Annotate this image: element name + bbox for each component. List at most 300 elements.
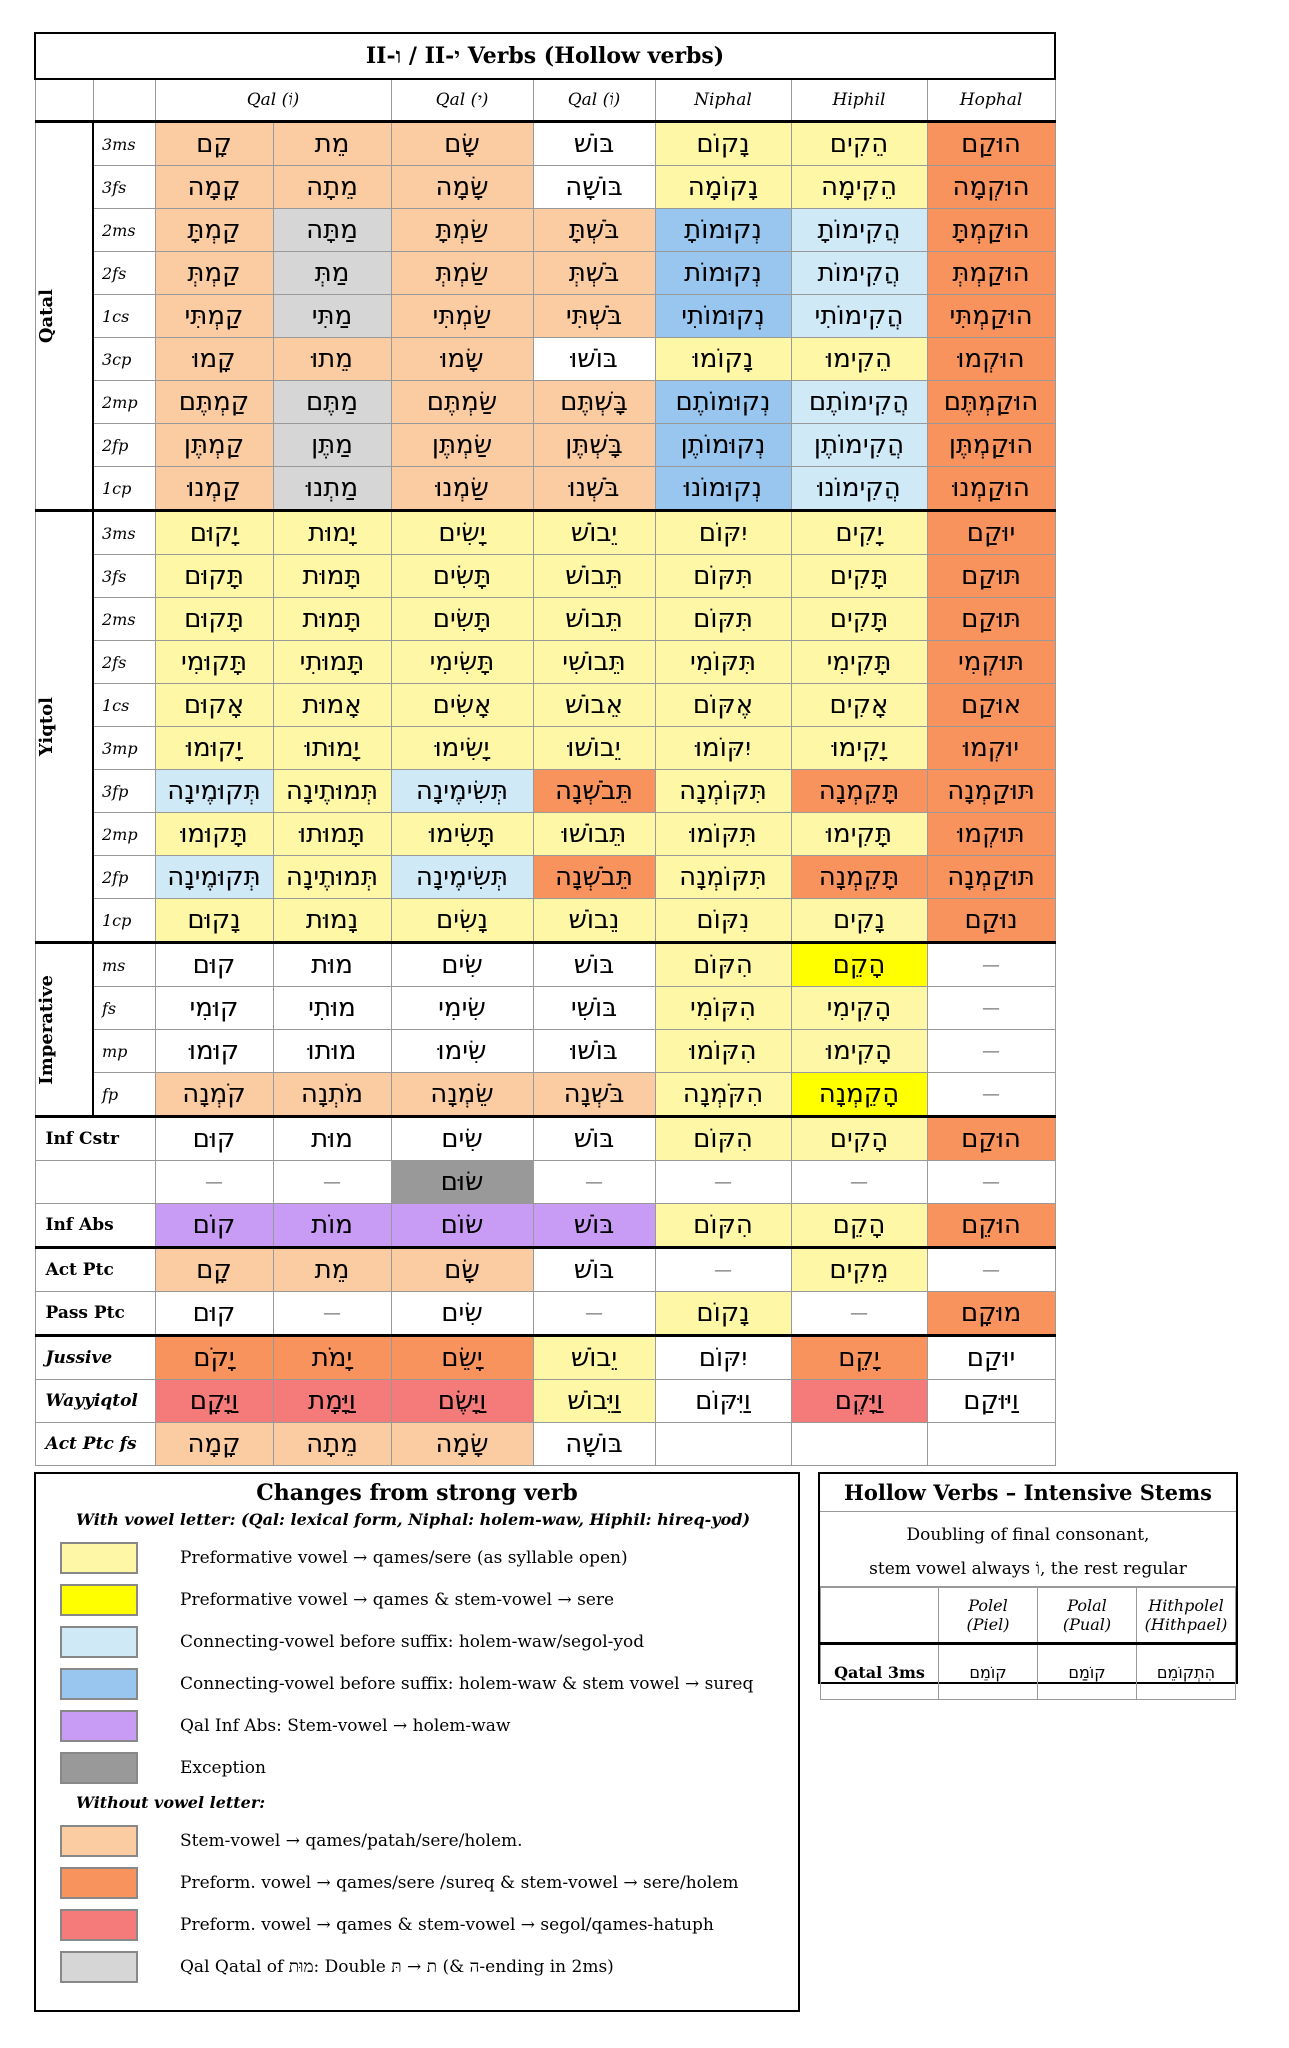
table-row xyxy=(35,899,1055,943)
form-cell: הוּקֵם xyxy=(927,1204,1055,1248)
form-cell: בּוֹשׁ xyxy=(533,943,655,987)
legend-item xyxy=(60,1946,798,1988)
form-cell: נְקוּמוֹנוּ xyxy=(655,467,791,511)
form-cell: בֹּשְׁתִּי xyxy=(533,295,655,338)
person-label: fs xyxy=(93,987,155,1030)
section-cell xyxy=(35,511,93,943)
form-cell: וַיָּקָם xyxy=(155,1380,273,1423)
legend-swatch xyxy=(60,1710,138,1742)
form-cell: וַיָּמָת xyxy=(273,1380,391,1423)
form-cell: שַׂמְתִּי xyxy=(391,295,533,338)
form-cell: יִקּוֹם xyxy=(655,1336,791,1380)
row-label: Inf Cstr xyxy=(35,1117,155,1161)
form-cell: תָּשִׂימוּ xyxy=(391,813,533,856)
legend-item xyxy=(60,1537,798,1579)
form-cell: תָּשִׂימִי xyxy=(391,641,533,684)
form-cell: תִּקּוֹמוּ xyxy=(655,813,791,856)
person-label: fp xyxy=(93,1073,155,1117)
row-label: Act Ptc fs xyxy=(35,1423,155,1466)
person-label: 3cp xyxy=(93,338,155,381)
column-header: Hophal xyxy=(927,79,1055,122)
form-cell: יָקֹם xyxy=(155,1336,273,1380)
form-cell: נָקוּם xyxy=(155,899,273,943)
form-cell: תּוּקְמוּ xyxy=(927,813,1055,856)
form-cell: יָקִים xyxy=(791,511,927,555)
person-label: 3mp xyxy=(93,727,155,770)
form-cell: תֵּבֹשְׁנָה xyxy=(533,856,655,899)
form-cell: תֵּבוֹשׁ xyxy=(533,555,655,598)
form-cell: — xyxy=(927,987,1055,1030)
form-cell: שַׂמְתֶּן xyxy=(391,424,533,467)
form-cell: קָמָה xyxy=(155,166,273,209)
form-cell: מוּת xyxy=(273,943,391,987)
table-row xyxy=(35,1336,1055,1380)
table-row xyxy=(35,1423,1055,1466)
person-label: mp xyxy=(93,1030,155,1073)
form-cell: בּוֹשׁוּ xyxy=(533,338,655,381)
form-cell: וַיֵּבוֹשׁ xyxy=(533,1380,655,1423)
column-header: Hiphil xyxy=(791,79,927,122)
form-cell: נָקוֹמָה xyxy=(655,166,791,209)
form-cell: — xyxy=(655,1248,791,1292)
table-row xyxy=(35,641,1055,684)
person-label: 3ms xyxy=(93,122,155,166)
form-cell: נִקּוֹם xyxy=(655,899,791,943)
form-cell: בָּשְׁתֶּן xyxy=(533,424,655,467)
intensive-table xyxy=(820,1587,1236,1700)
form-cell: תּוּקַמְנָה xyxy=(927,770,1055,813)
form-cell: נְקוּמוֹת xyxy=(655,252,791,295)
form-cell: מוּתִי xyxy=(273,987,391,1030)
person-label: 3ms xyxy=(93,511,155,555)
table-row xyxy=(35,1380,1055,1423)
form-cell: תָּקוּם xyxy=(155,555,273,598)
form-cell: שִׂימִי xyxy=(391,987,533,1030)
form-cell: קוּם xyxy=(155,1292,273,1336)
section-label: Imperative xyxy=(35,974,57,1085)
form-cell: הוּקְמוּ xyxy=(927,338,1055,381)
form-cell: שׂוֹם xyxy=(391,1204,533,1248)
form-cell: אָשִׂים xyxy=(391,684,533,727)
form-cell: יָשִׂים xyxy=(391,511,533,555)
form-cell: וַיָּקֶם xyxy=(791,1380,927,1423)
table-row xyxy=(35,122,1055,166)
form-cell: תָּמוּתוּ xyxy=(273,813,391,856)
legend-swatch xyxy=(60,1584,138,1616)
row-label: Inf Abs xyxy=(35,1204,155,1248)
form-cell: הוּקַמְתְּ xyxy=(927,252,1055,295)
form-cell: יִקּוֹמוּ xyxy=(655,727,791,770)
row-label: Wayyiqtol xyxy=(35,1380,155,1423)
form-cell: קוּמִי xyxy=(155,987,273,1030)
form-cell: בּוֹשׁ xyxy=(533,1117,655,1161)
legend-without-label: Without vowel letter: xyxy=(76,1793,266,1812)
form-cell: יָקוּם xyxy=(155,511,273,555)
form-cell: בּוֹשׁוּ xyxy=(533,1030,655,1073)
form-cell: קַמְנוּ xyxy=(155,467,273,511)
form-cell: קַמְתָּ xyxy=(155,209,273,252)
legend-text: Preform. vowel → qames/sere /sureq & stem-vowel → sere/holem xyxy=(180,1873,739,1893)
person-label: ms xyxy=(93,943,155,987)
legend-item xyxy=(60,1621,798,1663)
row-label: Pass Ptc xyxy=(35,1292,155,1336)
legend-text: Preform. vowel → qames & stem-vowel → segol/qames-hatuph xyxy=(180,1915,714,1935)
legend-text: Stem-vowel → qames/patah/sere/holem. xyxy=(180,1831,523,1851)
table-row xyxy=(35,684,1055,727)
table-row xyxy=(35,381,1055,424)
form-cell: הֵקִימוּ xyxy=(791,338,927,381)
person-label: 2fp xyxy=(93,856,155,899)
form-cell: שָׂמָה xyxy=(391,166,533,209)
column-header: Qal (וֹ) xyxy=(155,79,391,122)
paradigm-table xyxy=(34,32,1056,1466)
person-label: 1cp xyxy=(93,899,155,943)
form-cell: יִקּוֹם xyxy=(655,511,791,555)
legend-text: Qal Qatal of מוּת: Double ת → תּ (& ה-ending in 2ms) xyxy=(180,1957,614,1977)
intensive-corner xyxy=(821,1588,939,1644)
form-cell: שַׂמְתֶּם xyxy=(391,381,533,424)
table-row xyxy=(35,209,1055,252)
form-cell: — xyxy=(533,1161,655,1204)
legend-text: Connecting-vowel before suffix: holem-waw & stem vowel → sureq xyxy=(180,1674,754,1694)
form-cell: קַמְתְּ xyxy=(155,252,273,295)
corner-cell xyxy=(93,79,155,122)
form-cell: יָקֵם xyxy=(791,1336,927,1380)
form-cell: תָּקִימִי xyxy=(791,641,927,684)
table-row xyxy=(35,856,1055,899)
form-cell: — xyxy=(927,943,1055,987)
person-label: 1cs xyxy=(93,684,155,727)
form-cell: אָקִים xyxy=(791,684,927,727)
form-cell: הִקּוֹם xyxy=(655,1204,791,1248)
form-cell: מוּת xyxy=(273,1117,391,1161)
form-cell: הֲקִימוֹתֶם xyxy=(791,381,927,424)
form-cell: יָקִימוּ xyxy=(791,727,927,770)
legend-item xyxy=(60,1862,798,1904)
form-cell: נָמוּת xyxy=(273,899,391,943)
legend-text: Exception xyxy=(180,1758,266,1778)
form-cell: תְּמוּתֶינָה xyxy=(273,856,391,899)
form-cell: שִׂים xyxy=(391,1117,533,1161)
form-cell: תָּקוּמוּ xyxy=(155,813,273,856)
legend-text: Preformative vowel → qames & stem-vowel → sere xyxy=(180,1590,615,1610)
person-label: 2ms xyxy=(93,209,155,252)
form-cell: — xyxy=(533,1292,655,1336)
intensive-form: קוֹמַם xyxy=(1038,1644,1137,1700)
form-cell: — xyxy=(927,1073,1055,1117)
form-cell: מוּקָם xyxy=(927,1292,1055,1336)
form-cell: וַיּוּקַם xyxy=(927,1380,1055,1423)
form-cell: — xyxy=(273,1161,391,1204)
intensive-form: הִתְקוֹמֵם xyxy=(1137,1644,1236,1700)
row-label: Act Ptc xyxy=(35,1248,155,1292)
form-cell: קַמְתֶּם xyxy=(155,381,273,424)
form-cell: וַיָּשֶׂם xyxy=(391,1380,533,1423)
form-cell: מַתֶּם xyxy=(273,381,391,424)
form-cell: תּוּקַם xyxy=(927,598,1055,641)
form-cell: נָקִים xyxy=(791,899,927,943)
form-cell: נָקוֹמוּ xyxy=(655,338,791,381)
form-cell: נָשִׂים xyxy=(391,899,533,943)
form-cell: מַתָּה xyxy=(273,209,391,252)
legend-swatch xyxy=(60,1626,138,1658)
form-cell: שִׂים xyxy=(391,943,533,987)
legend-swatch xyxy=(60,1867,138,1899)
legend-item xyxy=(60,1663,798,1705)
form-cell: קָמוּ xyxy=(155,338,273,381)
form-cell: תְּמוּתֶינָה xyxy=(273,770,391,813)
form-cell: יָמֹת xyxy=(273,1336,391,1380)
form-cell: הָקֵמְנָה xyxy=(791,1073,927,1117)
form-cell: אֶקּוֹם xyxy=(655,684,791,727)
form-cell: הָקִימוּ xyxy=(791,1030,927,1073)
form-cell: — xyxy=(791,1292,927,1336)
form-cell: תָּמוּת xyxy=(273,555,391,598)
column-header: Qal (י) xyxy=(391,79,533,122)
section-cell xyxy=(35,122,93,511)
table-row xyxy=(35,338,1055,381)
form-cell: — xyxy=(791,1161,927,1204)
intensive-form: קוֹמֵם xyxy=(939,1644,1038,1700)
table-row xyxy=(35,598,1055,641)
form-cell: הֵקִים xyxy=(791,122,927,166)
form-cell: הֲקִימוֹתָ xyxy=(791,209,927,252)
table-row xyxy=(35,555,1055,598)
person-label: 3fs xyxy=(93,555,155,598)
form-cell: בֹּשְׁנָה xyxy=(533,1073,655,1117)
form-cell: שִׂימוּ xyxy=(391,1030,533,1073)
form-cell: תָּקִים xyxy=(791,555,927,598)
form-cell: נְקוּמוֹתֶם xyxy=(655,381,791,424)
form-cell: הֲקִימוֹת xyxy=(791,252,927,295)
form-cell: יָקוּמוּ xyxy=(155,727,273,770)
legend-swatch xyxy=(60,1951,138,1983)
person-label: 3fp xyxy=(93,770,155,813)
form-cell: תִּקּוֹם xyxy=(655,598,791,641)
form-cell: נְקוּמוֹתָ xyxy=(655,209,791,252)
legend-with-label: With vowel letter: (Qal: lexical form, Niphal: holem-waw, Hiphil: hireq-yod) xyxy=(76,1510,751,1529)
form-cell: תְּשִׂימֶינָה xyxy=(391,770,533,813)
form-cell: מֵתָה xyxy=(273,166,391,209)
form-cell: תֵּבֹשְׁנָה xyxy=(533,770,655,813)
form-cell: הָקִים xyxy=(791,1117,927,1161)
table-row xyxy=(35,813,1055,856)
form-cell: הוּקַם xyxy=(927,122,1055,166)
person-label: 3fs xyxy=(93,166,155,209)
form-cell: הָקֵם xyxy=(791,1204,927,1248)
form-cell: מֵת xyxy=(273,1248,391,1292)
person-label: 2mp xyxy=(93,813,155,856)
form-cell: מוֹת xyxy=(273,1204,391,1248)
form-cell: מֵת xyxy=(273,122,391,166)
form-cell: נָקוֹם xyxy=(655,1292,791,1336)
form-cell: יֵבוֹשׁ xyxy=(533,511,655,555)
form-cell: בֹּשְׁתְּ xyxy=(533,252,655,295)
legend-swatch xyxy=(60,1825,138,1857)
form-cell: שָׂם xyxy=(391,1248,533,1292)
form-cell: הֲקִימוֹתֶן xyxy=(791,424,927,467)
form-cell: תָּקוּמִי xyxy=(155,641,273,684)
table-row xyxy=(35,727,1055,770)
form-cell: תְּקוּמֶינָה xyxy=(155,856,273,899)
person-label: 1cp xyxy=(93,467,155,511)
form-cell: אָקוּם xyxy=(155,684,273,727)
form-cell: יָשֵׂם xyxy=(391,1336,533,1380)
form-cell: מוּתוּ xyxy=(273,1030,391,1073)
legend-swatch xyxy=(60,1668,138,1700)
table-row xyxy=(35,1161,1055,1204)
form-cell: הוּקַמְתִּי xyxy=(927,295,1055,338)
form-cell: תּוּקַם xyxy=(927,555,1055,598)
column-header: Niphal xyxy=(655,79,791,122)
form-cell: יָמוּתוּ xyxy=(273,727,391,770)
form-cell: תָּקִים xyxy=(791,598,927,641)
form-cell: תִּקּוֹמִי xyxy=(655,641,791,684)
form-cell: הֲקִימוֹתִי xyxy=(791,295,927,338)
form-cell: — xyxy=(927,1030,1055,1073)
form-cell: הָקִימִי xyxy=(791,987,927,1030)
form-cell: בֹּשְׁתָּ xyxy=(533,209,655,252)
table-row xyxy=(35,943,1055,987)
form-cell: הוּקַם xyxy=(927,1117,1055,1161)
column-header: Qal (וֹ) xyxy=(533,79,655,122)
form-cell: תָּמוּתִי xyxy=(273,641,391,684)
form-cell: מֵתָה xyxy=(273,1423,391,1466)
table-row xyxy=(35,1030,1055,1073)
legend-box xyxy=(34,1472,800,2012)
form-cell: תָּקֵמְנָה xyxy=(791,856,927,899)
intensive-col-header: Hithpolel (Hithpael) xyxy=(1137,1588,1236,1644)
person-label: 2fp xyxy=(93,424,155,467)
table-row xyxy=(35,1248,1055,1292)
person-label: 2fs xyxy=(93,641,155,684)
form-cell: הִקּוֹמוּ xyxy=(655,1030,791,1073)
form-cell: קָמָה xyxy=(155,1423,273,1466)
legend-item xyxy=(60,1705,798,1747)
legend-swatch xyxy=(60,1752,138,1784)
form-cell: קוֹם xyxy=(155,1204,273,1248)
table-row xyxy=(35,166,1055,209)
form-cell: מֵקִים xyxy=(791,1248,927,1292)
form-cell: הִקֹּמְנָה xyxy=(655,1073,791,1117)
table-row xyxy=(35,252,1055,295)
form-cell: נְקוּמוֹתֶן xyxy=(655,424,791,467)
form-cell: הִקּוֹמִי xyxy=(655,987,791,1030)
form-cell xyxy=(655,1423,791,1466)
form-cell: יוּקַם xyxy=(927,1336,1055,1380)
form-cell: תָּקִימוּ xyxy=(791,813,927,856)
form-cell: קוּם xyxy=(155,1117,273,1161)
form-cell: בָּשְׁתֶּם xyxy=(533,381,655,424)
table-row xyxy=(35,467,1055,511)
form-cell: תּוּקְמִי xyxy=(927,641,1055,684)
table-row xyxy=(35,1292,1055,1336)
row-label: Jussive xyxy=(35,1336,155,1380)
form-cell: תְּשִׂימֶינָה xyxy=(391,856,533,899)
form-cell: נָקוֹם xyxy=(655,122,791,166)
person-label: 1cs xyxy=(93,295,155,338)
form-cell: תִּקּוֹמְנָה xyxy=(655,770,791,813)
row-label xyxy=(35,1161,155,1204)
table-row xyxy=(35,424,1055,467)
table-row xyxy=(35,511,1055,555)
form-cell: תָּקֵמְנָה xyxy=(791,770,927,813)
table-row xyxy=(35,1073,1055,1117)
form-cell: מַתְנוּ xyxy=(273,467,391,511)
section-cell xyxy=(35,943,93,1117)
form-cell: שַׂמְתְּ xyxy=(391,252,533,295)
form-cell: יָשִׂימוּ xyxy=(391,727,533,770)
legend-text: Connecting-vowel before suffix: holem-waw/segol-yod xyxy=(180,1632,645,1652)
person-label: 2fs xyxy=(93,252,155,295)
form-cell: אָמוּת xyxy=(273,684,391,727)
form-cell: בּוֹשִׁי xyxy=(533,987,655,1030)
form-cell: יוּקַם xyxy=(927,511,1055,555)
form-cell: שׂוּם xyxy=(391,1161,533,1204)
table-row xyxy=(35,1117,1055,1161)
form-cell: הוּקְמָה xyxy=(927,166,1055,209)
form-cell xyxy=(927,1423,1055,1466)
form-cell: בּוֹשׁ xyxy=(533,122,655,166)
form-cell: תֵּבוֹשׁוּ xyxy=(533,813,655,856)
form-cell: — xyxy=(273,1292,391,1336)
form-cell: נְקוּמוֹתִי xyxy=(655,295,791,338)
form-cell: תּוּקַמְנָה xyxy=(927,856,1055,899)
form-cell: הִקּוֹם xyxy=(655,943,791,987)
intensive-row-label: Qatal 3ms xyxy=(821,1644,939,1700)
form-cell: תֵּבוֹשִׁי xyxy=(533,641,655,684)
form-cell: — xyxy=(155,1161,273,1204)
legend-item xyxy=(60,1820,798,1862)
form-cell: יֵבוֹשׁוּ xyxy=(533,727,655,770)
form-cell: אֵבוֹשׁ xyxy=(533,684,655,727)
legend-swatch xyxy=(60,1542,138,1574)
form-cell: קָם xyxy=(155,1248,273,1292)
intensive-desc-2: stem vowel always וֹ, the rest regular xyxy=(820,1552,1236,1587)
table-row xyxy=(35,987,1055,1030)
form-cell: בּוֹשׁ xyxy=(533,1248,655,1292)
form-cell: בֹּשְׁנוּ xyxy=(533,467,655,511)
form-cell: שָׂמָה xyxy=(391,1423,533,1466)
form-cell: הֵקִימָה xyxy=(791,166,927,209)
legend-title: Changes from strong verb xyxy=(256,1480,578,1506)
form-cell: הוּקַמְתֶּן xyxy=(927,424,1055,467)
form-cell: תִּקּוֹם xyxy=(655,555,791,598)
form-cell: הוּקַמְתֶּם xyxy=(927,381,1055,424)
form-cell: בּוֹשָׁה xyxy=(533,1423,655,1466)
form-cell: קָם xyxy=(155,122,273,166)
form-cell: תְּקוּמֶינָה xyxy=(155,770,273,813)
form-cell: — xyxy=(655,1161,791,1204)
form-cell xyxy=(791,1423,927,1466)
form-cell: הוּקַמְתָּ xyxy=(927,209,1055,252)
person-label: 2ms xyxy=(93,598,155,641)
form-cell: תִּקּוֹמְנָה xyxy=(655,856,791,899)
form-cell: יוּקְמוּ xyxy=(927,727,1055,770)
table-row xyxy=(35,770,1055,813)
legend-text: Qal Inf Abs: Stem-vowel → holem-waw xyxy=(180,1716,511,1736)
corner-cell xyxy=(35,79,93,122)
form-cell: הֲקִימוֹנוּ xyxy=(791,467,927,511)
form-cell: — xyxy=(927,1161,1055,1204)
form-cell: תָּקוּם xyxy=(155,598,273,641)
form-cell: נֵבוֹשׁ xyxy=(533,899,655,943)
form-cell: יָמוּת xyxy=(273,511,391,555)
table-title: II-ו / II-י Verbs (Hollow verbs) xyxy=(35,33,1055,79)
form-cell: מֹתְנָה xyxy=(273,1073,391,1117)
form-cell: תָּשִׂים xyxy=(391,598,533,641)
form-cell: בּוֹשׁ xyxy=(533,1204,655,1248)
